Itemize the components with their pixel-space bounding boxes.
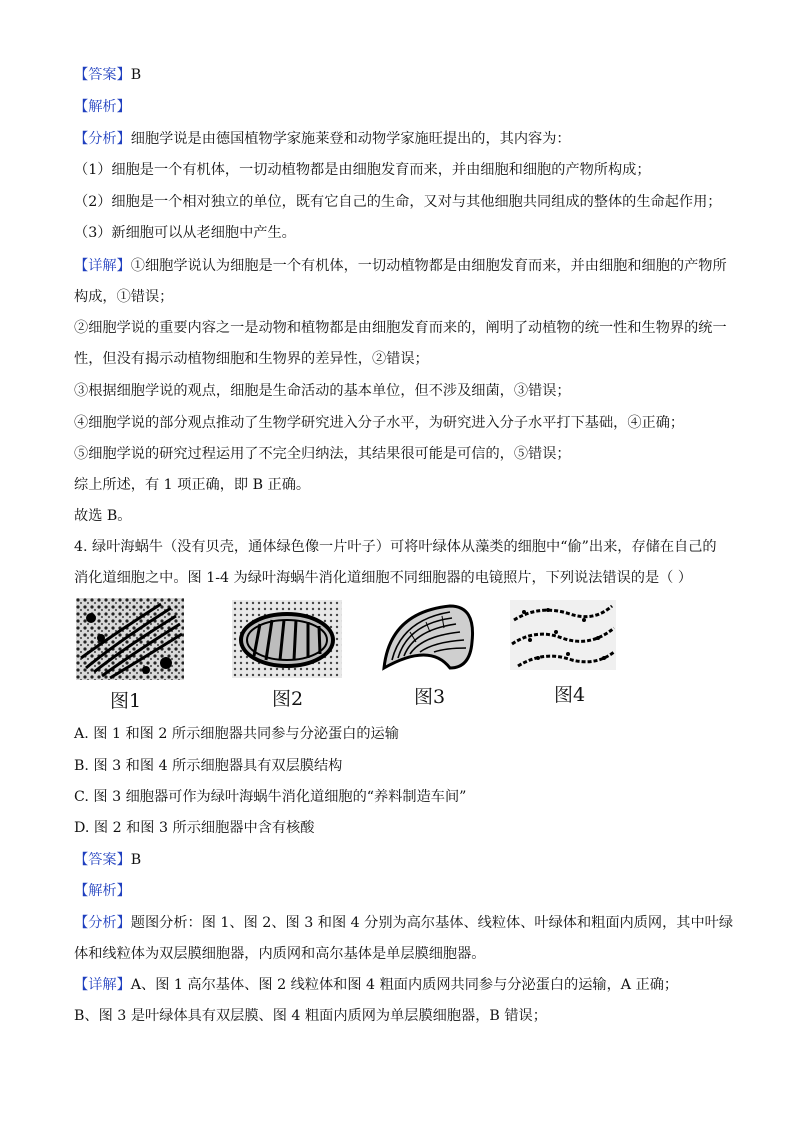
- text-line: 故选 B。: [74, 508, 132, 524]
- text-line: ②细胞学说的重要内容之一是动物和植物都是由细胞发育而来的，阐明了动植物的统一性和生物界的统一: [74, 320, 727, 336]
- option-b: B. 图 3 和图 4 所示细胞器具有双层膜结构: [74, 758, 343, 774]
- golgi-micrograph-icon: [76, 598, 184, 680]
- section-tag: 【详解】: [74, 258, 131, 274]
- text-line: B、图 3 是叶绿体具有双层膜、图 4 粗面内质网为单层膜细胞器，B 错误；: [74, 1008, 547, 1024]
- figure-caption: 图4: [554, 684, 586, 706]
- chloroplast-micrograph-icon: [380, 602, 478, 672]
- section-tag: 【答案】: [74, 852, 131, 868]
- text-line: 【详解】①细胞学说认为细胞是一个有机体，一切动植物都是由细胞发育而来，并由细胞和细胞的产物所: [74, 258, 727, 274]
- section-tag: 【分析】: [74, 915, 131, 931]
- section-tag: 【解析】: [74, 99, 131, 115]
- text-line: 【详解】A、图 1 高尔基体、图 2 线粒体和图 4 粗面内质网共同参与分泌蛋白的运输，A 正确；: [74, 977, 679, 993]
- text-line: ⑤细胞学说的研究过程运用了不完全归纳法，其结果很可能是可信的，⑤错误；: [74, 446, 571, 462]
- option-d: D. 图 2 和图 3 所示细胞器中含有核酸: [74, 820, 315, 836]
- option-c: C. 图 3 细胞器可作为绿叶海蜗牛消化道细胞的“养料制造车间”: [74, 789, 467, 805]
- figure-caption: 图3: [414, 686, 446, 708]
- mitochondrion-micrograph-icon: [232, 600, 342, 678]
- answer-label: 【答案】B: [74, 852, 142, 868]
- figure-row: [74, 596, 634, 712]
- figure-caption: 图1: [110, 690, 142, 712]
- section-tag: 【解析】: [74, 883, 131, 899]
- text-line: （2）细胞是一个相对独立的单位，既有它自己的生命，又对与其他细胞共同组成的整体的生命起作用；: [74, 194, 722, 210]
- section-tag: 【分析】: [74, 131, 131, 147]
- text-line: （1）细胞是一个有机体，一切动植物都是由细胞发育而来，并由细胞和细胞的产物所构成；: [74, 162, 651, 178]
- section-tag: 【详解】: [74, 977, 131, 993]
- analysis-label: [74, 97, 131, 117]
- text-line: ④细胞学说的部分观点推动了生物学研究进入分子水平，为研究进入分子水平打下基础，④正确；: [74, 415, 685, 431]
- question-4-stem: 消化道细胞之中。图 1-4 为绿叶海蜗牛消化道细胞不同细胞器的电镜照片，下列说法错误的是（ ）: [74, 570, 693, 586]
- text-line: ③根据细胞学说的观点，细胞是生命活动的基本单位，但不涉及细菌，③错误；: [74, 383, 571, 399]
- text-line: 【分析】题图分析：图 1、图 2、图 3 和图 4 分别为高尔基体、线粒体、叶绿体和粗面内质网，其中叶绿: [74, 915, 734, 931]
- answer-label: 【答案】B: [74, 67, 142, 83]
- text-line: （3）新细胞可以从老细胞中产生。: [74, 225, 296, 241]
- option-a: A. 图 1 和图 2 所示细胞器共同参与分泌蛋白的运输: [74, 726, 399, 742]
- section-tag: 【答案】: [74, 67, 131, 83]
- rough-er-micrograph-icon: [510, 600, 616, 670]
- question-4-stem: 4. 绿叶海蜗牛（没有贝壳，通体绿色像一片叶子）可将叶绿体从藻类的细胞中“偷”出来，存储在自己的: [74, 539, 717, 555]
- text-line: 综上所述，有 1 项正确，即 B 正确。: [74, 477, 311, 493]
- text-line: 【分析】细胞学说是由德国植物学家施莱登和动物学家施旺提出的，其内容为：: [74, 131, 571, 147]
- analysis-label: [74, 881, 131, 901]
- text-line: 构成，①错误；: [74, 289, 174, 305]
- figure-caption: 图2: [272, 688, 304, 710]
- text-line: 体和线粒体为双层膜细胞器，内质网和高尔基体是单层膜细胞器。: [74, 946, 486, 962]
- text-line: 性，但没有揭示动植物细胞和生物界的差异性，②错误；: [74, 351, 429, 367]
